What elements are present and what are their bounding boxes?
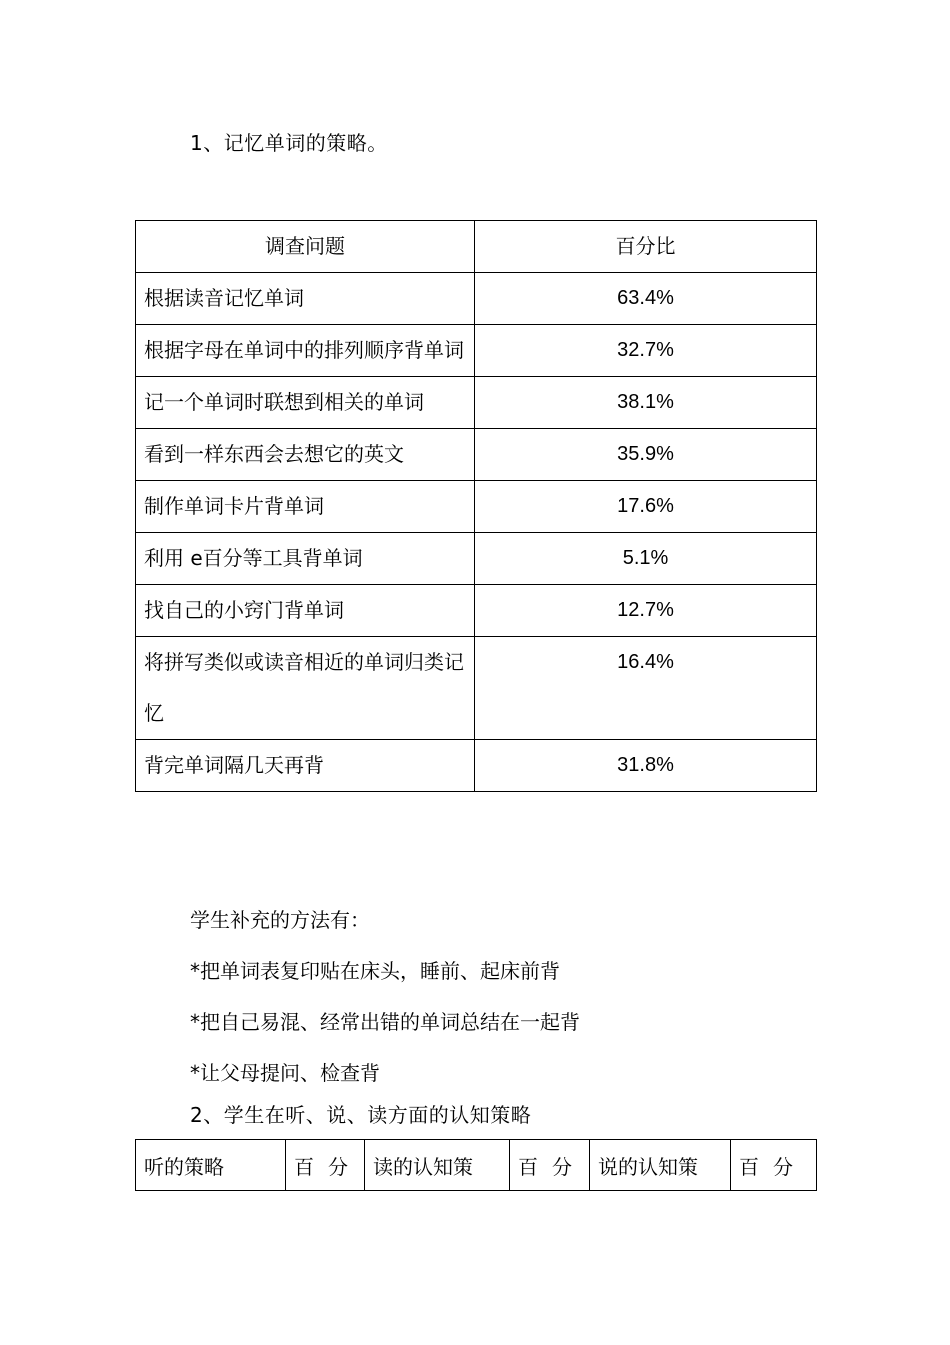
note-item: *把自己易混、经常出错的单词总结在一起背: [190, 1010, 580, 1034]
header-percent: 百分: [731, 1140, 817, 1191]
header-percent: 百分比: [475, 221, 817, 273]
header-reading: 读的认知策: [365, 1140, 510, 1191]
question-cell: 制作单词卡片背单词: [136, 481, 475, 533]
question-cell: 看到一样东西会去想它的英文: [136, 429, 475, 481]
table-row: [136, 585, 817, 637]
table-row: [136, 273, 817, 325]
table-row: [136, 637, 817, 740]
table-row: [136, 740, 817, 792]
section-1-heading: 1、记忆单词的策略。: [190, 131, 388, 155]
header-question: 调查问题: [136, 221, 475, 273]
percent-cell: 63.4%: [475, 273, 817, 325]
question-cell: 记一个单词时联想到相关的单词: [136, 377, 475, 429]
student-notes: [190, 895, 580, 1099]
percent-cell: 12.7%: [475, 585, 817, 637]
memory-strategy-table: [135, 220, 817, 792]
percent-cell: 35.9%: [475, 429, 817, 481]
note-item: *让父母提问、检查背: [190, 1061, 380, 1085]
section-2-heading: 2、学生在听、说、读方面的认知策略: [190, 1103, 532, 1127]
question-cell: 找自己的小窍门背单词: [136, 585, 475, 637]
cognitive-strategy-table: [135, 1139, 817, 1191]
question-cell: 将拼写类似或读音相近的单词归类记忆: [136, 637, 475, 740]
percent-cell: 17.6%: [475, 481, 817, 533]
header-percent: 百分: [286, 1140, 365, 1191]
table-row: [136, 429, 817, 481]
question-cell: 利用 e百分等工具背单词: [136, 533, 475, 585]
header-speaking: 说的认知策: [590, 1140, 731, 1191]
table-row: [136, 377, 817, 429]
table-row: [136, 481, 817, 533]
percent-cell: 5.1%: [475, 533, 817, 585]
table-row: [136, 533, 817, 585]
question-cell: 背完单词隔几天再背: [136, 740, 475, 792]
header-listening: 听的策略: [136, 1140, 286, 1191]
notes-intro: 学生补充的方法有：: [190, 908, 370, 932]
question-cell: 根据读音记忆单词: [136, 273, 475, 325]
percent-cell: 16.4%: [475, 637, 817, 740]
table-row: [136, 325, 817, 377]
table-header-row: [136, 1140, 817, 1191]
percent-cell: 31.8%: [475, 740, 817, 792]
header-percent: 百分: [510, 1140, 590, 1191]
note-item: *把单词表复印贴在床头，睡前、起床前背: [190, 959, 560, 983]
percent-cell: 32.7%: [475, 325, 817, 377]
question-cell: 根据字母在单词中的排列顺序背单词: [136, 325, 475, 377]
table-header-row: [136, 221, 817, 273]
percent-cell: 38.1%: [475, 377, 817, 429]
